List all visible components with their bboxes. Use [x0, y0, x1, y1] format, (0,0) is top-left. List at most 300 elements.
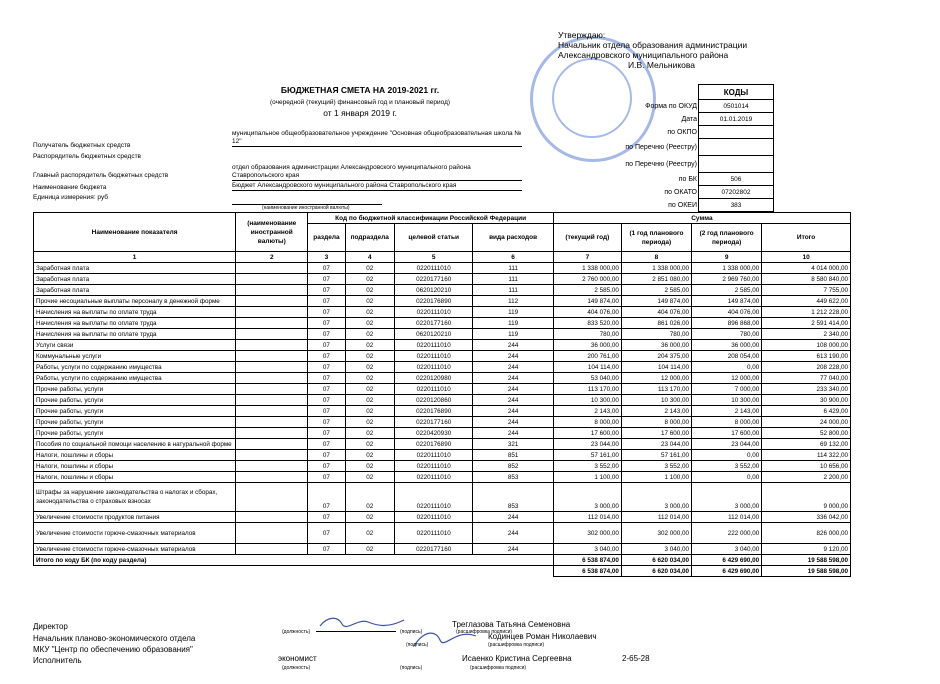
executor-name: Исаенко Кристина Сергеевна — [462, 654, 572, 663]
cell-foreign — [236, 296, 308, 307]
cell-name: Заработная плата — [34, 285, 236, 296]
codes-header: КОДЫ — [699, 85, 774, 100]
cell-total: 2 591 414,00 — [762, 318, 851, 329]
header-current-year: (текущий год) — [553, 224, 621, 252]
table-row — [34, 384, 851, 395]
table-row — [34, 263, 851, 274]
header-plan1: (1 год планового периода) — [621, 224, 691, 252]
cell-podrazdel: 02 — [345, 523, 395, 544]
cell-podrazdel: 02 — [345, 395, 395, 406]
cell-type: 244 — [473, 523, 553, 544]
cell-plan1: 10 300,00 — [621, 395, 691, 406]
cell-target: 0220177160 — [395, 274, 473, 285]
cell-plan2: 3 040,00 — [692, 544, 762, 555]
cell-total: 208 228,00 — [762, 362, 851, 373]
cell-name: Прочие работы, услуги — [34, 384, 236, 395]
cell-current: 10 300,00 — [553, 395, 621, 406]
table-row — [34, 523, 851, 544]
cell-type: 119 — [473, 307, 553, 318]
approval-signer: И.В. Мельникова — [628, 60, 696, 70]
approval-line1: Утверждаю: — [558, 30, 606, 40]
cell-name: Увеличение стоимости продуктов питания — [34, 512, 236, 523]
cell-plan2: 404 076,00 — [692, 307, 762, 318]
cell-target: 0220111010 — [395, 384, 473, 395]
cell-foreign — [236, 395, 308, 406]
cell-razdel: 07 — [308, 351, 345, 362]
total-row — [34, 566, 851, 577]
header-code: Код по бюджетной классификации Российской Федерации — [308, 213, 553, 224]
cell-type: 244 — [473, 351, 553, 362]
cell-name: Пособия по социальной помощи населению в натуральной форме — [34, 439, 236, 450]
cell-plan1: 861 026,00 — [621, 318, 691, 329]
econ-label-2: МКУ "Центр по обеспечению образования" — [33, 645, 193, 654]
cell-target: 0220111010 — [395, 472, 473, 483]
table-row — [34, 351, 851, 362]
column-number-7: 7 — [553, 252, 621, 263]
cell-plan1: 2 851 080,00 — [621, 274, 691, 285]
recipient-value: муниципальное общеобразовательное учреждение "Основная общеобразовательная школа № 12" — [232, 130, 522, 145]
cell-podrazdel: 02 — [345, 417, 395, 428]
code-label-okpo: по ОКПО — [667, 128, 697, 136]
cell-name: Прочие работы, услуги — [34, 428, 236, 439]
executor-label: Исполнитель — [33, 656, 82, 665]
cell-type: 111 — [473, 263, 553, 274]
cell-type: 112 — [473, 296, 553, 307]
cell-razdel: 07 — [308, 483, 345, 512]
cell-plan2: 3 552,00 — [692, 461, 762, 472]
cell-plan1: 57 161,00 — [621, 450, 691, 461]
cell-razdel: 07 — [308, 263, 345, 274]
director-note-signature: (подпись) — [400, 629, 423, 635]
table-row — [34, 461, 851, 472]
total-v4: 19 588 598,00 — [762, 566, 851, 577]
cell-target: 0220111010 — [395, 263, 473, 274]
column-number-3: 3 — [308, 252, 345, 263]
cell-podrazdel: 02 — [345, 428, 395, 439]
header-name: Наименование показателя — [34, 213, 236, 252]
cell-total: 10 656,00 — [762, 461, 851, 472]
cell-total: 52 800,00 — [762, 428, 851, 439]
cell-total: 826 000,00 — [762, 523, 851, 544]
column-number-row — [34, 252, 851, 263]
code-label-okato: по ОКАТО — [664, 188, 697, 196]
document-title — [240, 85, 480, 118]
cell-razdel: 07 — [308, 340, 345, 351]
cell-foreign — [236, 472, 308, 483]
director-note-decode: (расшифровка подписи) — [456, 629, 513, 635]
budget-label: Наименование бюджета — [33, 184, 107, 191]
cell-foreign — [236, 318, 308, 329]
cell-podrazdel: 02 — [345, 340, 395, 351]
header-target: целевой статьи — [395, 224, 473, 252]
code-label-reestr1: по Перечню (Реестру) — [625, 143, 697, 151]
column-number-5: 5 — [395, 252, 473, 263]
code-label-reestr2: по Перечню (Реестру) — [625, 160, 697, 168]
chief-value: отдел образования администрации Александровского муниципального района Ставропольского края — [232, 164, 522, 181]
code-label-okud: Форма по ОКУД — [645, 102, 697, 110]
budget-value: Бюджет Александровского муниципального района Ставропольского края — [232, 182, 522, 191]
cell-razdel: 07 — [308, 373, 345, 384]
column-number-4: 4 — [345, 252, 395, 263]
cell-razdel: 07 — [308, 285, 345, 296]
cell-total: 8 580 840,00 — [762, 274, 851, 285]
header-type: вида расходов — [473, 224, 553, 252]
cell-total: 24 000,00 — [762, 417, 851, 428]
cell-type: 244 — [473, 406, 553, 417]
cell-name: Прочие работы, услуги — [34, 417, 236, 428]
cell-name: Налоги, пошлины и сборы — [34, 461, 236, 472]
cell-podrazdel: 02 — [345, 439, 395, 450]
cell-current: 200 761,00 — [553, 351, 621, 362]
director-signature-icon — [318, 614, 408, 632]
cell-plan1: 302 000,00 — [621, 523, 691, 544]
cell-foreign — [236, 263, 308, 274]
cell-current: 17 600,00 — [553, 428, 621, 439]
table-row — [34, 428, 851, 439]
cell-total: 4 014 000,00 — [762, 263, 851, 274]
cell-plan1: 780,00 — [621, 329, 691, 340]
cell-plan2: 23 044,00 — [692, 439, 762, 450]
cell-type: 111 — [473, 274, 553, 285]
table-row — [34, 362, 851, 373]
cell-plan2: 0,00 — [692, 362, 762, 373]
cell-name: Прочие несоциальные выплаты персоналу в денежной форме — [34, 296, 236, 307]
subtotal-v4: 19 588 598,00 — [762, 555, 851, 566]
cell-podrazdel: 02 — [345, 296, 395, 307]
executor-phone: 2-65-28 — [622, 654, 650, 663]
cell-plan1: 23 044,00 — [621, 439, 691, 450]
subtotal-v1: 6 538 874,00 — [553, 555, 621, 566]
cell-type: 852 — [473, 461, 553, 472]
cell-razdel: 07 — [308, 307, 345, 318]
cell-plan2: 0,00 — [692, 450, 762, 461]
cell-current: 302 000,00 — [553, 523, 621, 544]
cell-plan2: 17 600,00 — [692, 428, 762, 439]
econ-label-1: Начальник планово-экономического отдела — [33, 634, 196, 643]
cell-total: 6 429,00 — [762, 406, 851, 417]
cell-foreign — [236, 406, 308, 417]
cell-razdel: 07 — [308, 439, 345, 450]
cell-foreign — [236, 417, 308, 428]
chief-label: Главный распорядитель бюджетных средств — [33, 172, 169, 179]
cell-foreign — [236, 373, 308, 384]
cell-type: 244 — [473, 428, 553, 439]
cell-total: 9 120,00 — [762, 544, 851, 555]
cell-podrazdel: 02 — [345, 450, 395, 461]
cell-total: 69 132,00 — [762, 439, 851, 450]
code-value-bk: 506 — [699, 173, 774, 186]
column-number-9: 9 — [692, 252, 762, 263]
table-row — [34, 439, 851, 450]
cell-current: 36 000,00 — [553, 340, 621, 351]
econ-name: Кодинцев Роман Николаевич — [488, 632, 597, 641]
cell-current: 1 100,00 — [553, 472, 621, 483]
cell-target: 0220111010 — [395, 523, 473, 544]
cell-type: 244 — [473, 373, 553, 384]
executor-position: экономист — [278, 654, 317, 663]
title-main: БЮДЖЕТНАЯ СМЕТА НА 2019-2021 гг. — [280, 85, 440, 95]
code-label-bk: по БК — [678, 175, 697, 183]
cell-podrazdel: 02 — [345, 544, 395, 555]
cell-current: 3 040,00 — [553, 544, 621, 555]
cell-plan2: 149 874,00 — [692, 296, 762, 307]
cell-total: 77 040,00 — [762, 373, 851, 384]
code-value-okud: 0501014 — [699, 100, 774, 113]
cell-type: 853 — [473, 472, 553, 483]
cell-current: 2 760 000,00 — [553, 274, 621, 285]
header-plan2: (2 год планового периода) — [692, 224, 762, 252]
table-row — [34, 395, 851, 406]
executor-note-position: (должность) — [282, 665, 311, 671]
cell-target: 0220111010 — [395, 461, 473, 472]
cell-foreign — [236, 450, 308, 461]
table-row — [34, 285, 851, 296]
cell-total: 1 212 228,00 — [762, 307, 851, 318]
cell-razdel: 07 — [308, 384, 345, 395]
column-number-2: 2 — [236, 252, 308, 263]
cell-current: 104 114,00 — [553, 362, 621, 373]
cell-total: 336 042,00 — [762, 512, 851, 523]
code-label-date: Дата — [681, 115, 697, 123]
cell-name: Начисления на выплаты по оплате труда — [34, 307, 236, 318]
cell-current: 3 000,00 — [553, 483, 621, 512]
cell-plan2: 10 300,00 — [692, 395, 762, 406]
cell-razdel: 07 — [308, 544, 345, 555]
cell-type: 119 — [473, 329, 553, 340]
cell-razdel: 07 — [308, 296, 345, 307]
cell-target: 0220177160 — [395, 544, 473, 555]
table-row — [34, 329, 851, 340]
cell-plan2: 1 338 000,00 — [692, 263, 762, 274]
cell-name: Заработная плата — [34, 274, 236, 285]
cell-plan1: 112 014,00 — [621, 512, 691, 523]
cell-razdel: 07 — [308, 274, 345, 285]
cell-total: 449 622,00 — [762, 296, 851, 307]
cell-name: Налоги, пошлины и сборы — [34, 472, 236, 483]
budget-table — [33, 212, 851, 577]
cell-total: 613 190,00 — [762, 351, 851, 362]
table-row — [34, 483, 851, 512]
cell-target: 0220177160 — [395, 417, 473, 428]
cell-foreign — [236, 483, 308, 512]
cell-podrazdel: 02 — [345, 274, 395, 285]
header-total: Итого — [762, 224, 851, 252]
cell-foreign — [236, 428, 308, 439]
cell-total: 30 900,00 — [762, 395, 851, 406]
header-podrazdel: подраздела — [345, 224, 395, 252]
cell-razdel: 07 — [308, 472, 345, 483]
cell-current: 23 044,00 — [553, 439, 621, 450]
header-foreign: (наименование иностранной валюты) — [236, 213, 308, 252]
director-note-position: (должность) — [282, 629, 311, 635]
cell-target: 0220111010 — [395, 483, 473, 512]
cell-foreign — [236, 362, 308, 373]
approval-line2: Начальник отдела образования администрации — [558, 40, 748, 50]
cell-target: 0220111010 — [395, 362, 473, 373]
cell-foreign — [236, 351, 308, 362]
cell-total: 108 000,00 — [762, 340, 851, 351]
cell-type: 853 — [473, 483, 553, 512]
subtotal-v2: 6 620 034,00 — [621, 555, 691, 566]
cell-current: 2 143,00 — [553, 406, 621, 417]
cell-foreign — [236, 461, 308, 472]
cell-type: 244 — [473, 512, 553, 523]
econ-note-signature: (подпись) — [406, 642, 429, 648]
cell-current: 404 076,00 — [553, 307, 621, 318]
title-sub: (очередной (текущий) финансовый год и плановый период) — [269, 99, 451, 106]
cell-target: 0620120210 — [395, 329, 473, 340]
table-row — [34, 307, 851, 318]
cell-plan2: 780,00 — [692, 329, 762, 340]
cell-target: 0220111010 — [395, 307, 473, 318]
cell-plan1: 3 552,00 — [621, 461, 691, 472]
cell-foreign — [236, 512, 308, 523]
recipient-label: Получатель бюджетных средств — [33, 142, 131, 149]
cell-plan1: 149 874,00 — [621, 296, 691, 307]
cell-plan2: 7 000,00 — [692, 384, 762, 395]
director-name: Треглазова Татьяна Семеновна — [452, 620, 571, 629]
total-v3: 6 429 690,00 — [692, 566, 762, 577]
column-number-10: 10 — [762, 252, 851, 263]
cell-current: 53 040,00 — [553, 373, 621, 384]
table-row — [34, 274, 851, 285]
cell-name: Услуги связи — [34, 340, 236, 351]
cell-current: 149 874,00 — [553, 296, 621, 307]
cell-plan1: 2 143,00 — [621, 406, 691, 417]
cell-target: 0620120210 — [395, 285, 473, 296]
cell-target: 0220420930 — [395, 428, 473, 439]
cell-type: 244 — [473, 384, 553, 395]
cell-razdel: 07 — [308, 450, 345, 461]
cell-podrazdel: 02 — [345, 362, 395, 373]
cell-plan2: 2 143,00 — [692, 406, 762, 417]
cell-podrazdel: 02 — [345, 373, 395, 384]
cell-podrazdel: 02 — [345, 263, 395, 274]
table-row — [34, 544, 851, 555]
cell-current: 113 170,00 — [553, 384, 621, 395]
currency-line — [232, 196, 382, 205]
cell-target: 0220120860 — [395, 395, 473, 406]
cell-target: 0220111010 — [395, 450, 473, 461]
cell-type: 111 — [473, 285, 553, 296]
cell-current: 8 000,00 — [553, 417, 621, 428]
header-sum: Сумма — [553, 213, 850, 224]
cell-name: Прочие работы, услуги — [34, 406, 236, 417]
total-v2: 6 620 034,00 — [621, 566, 691, 577]
cell-plan2: 8 000,00 — [692, 417, 762, 428]
code-value-reestr2 — [699, 156, 774, 173]
cell-plan2: 36 000,00 — [692, 340, 762, 351]
cell-target: 0220177160 — [395, 318, 473, 329]
cell-podrazdel: 02 — [345, 472, 395, 483]
cell-target: 0220111010 — [395, 340, 473, 351]
cell-plan1: 3 040,00 — [621, 544, 691, 555]
cell-plan1: 36 000,00 — [621, 340, 691, 351]
cell-plan1: 8 000,00 — [621, 417, 691, 428]
econ-note-decode: (расшифровка подписи) — [488, 642, 545, 648]
cell-plan2: 208 054,00 — [692, 351, 762, 362]
total-v1: 6 538 874,00 — [553, 566, 621, 577]
table-row — [34, 417, 851, 428]
cell-razdel: 07 — [308, 362, 345, 373]
cell-foreign — [236, 274, 308, 285]
cell-plan2: 3 000,00 — [692, 483, 762, 512]
cell-type: 244 — [473, 340, 553, 351]
codes-block — [596, 84, 774, 212]
title-date: от 1 января 2019 г. — [323, 108, 397, 118]
cell-plan2: 112 014,00 — [692, 512, 762, 523]
code-value-okpo — [699, 126, 774, 139]
cell-current: 2 585,00 — [553, 285, 621, 296]
cell-podrazdel: 02 — [345, 285, 395, 296]
cell-razdel: 07 — [308, 461, 345, 472]
cell-plan1: 12 000,00 — [621, 373, 691, 384]
cell-plan1: 104 114,00 — [621, 362, 691, 373]
cell-podrazdel: 02 — [345, 512, 395, 523]
cell-total: 114 322,00 — [762, 450, 851, 461]
unit-label: Единица измерения: руб — [33, 194, 108, 201]
cell-type: 321 — [473, 439, 553, 450]
column-number-8: 8 — [621, 252, 691, 263]
cell-target: 0220176890 — [395, 406, 473, 417]
cell-podrazdel: 02 — [345, 483, 395, 512]
cell-plan1: 3 000,00 — [621, 483, 691, 512]
code-value-date: 01.01.2019 — [699, 113, 774, 126]
approval-block — [558, 30, 747, 70]
cell-name: Налоги, пошлины и сборы — [34, 450, 236, 461]
table-row — [34, 472, 851, 483]
cell-foreign — [236, 340, 308, 351]
cell-plan2: 896 868,00 — [692, 318, 762, 329]
cell-podrazdel: 02 — [345, 351, 395, 362]
code-label-okei: по ОКЕИ — [668, 201, 697, 209]
cell-podrazdel: 02 — [345, 406, 395, 417]
approval-line3: Александровского муниципального района — [558, 50, 729, 60]
cell-razdel: 07 — [308, 428, 345, 439]
cell-foreign — [236, 384, 308, 395]
director-label: Директор — [33, 622, 68, 631]
cell-name: Коммунальные услуги — [34, 351, 236, 362]
table-row — [34, 373, 851, 384]
table-row — [34, 340, 851, 351]
cell-foreign — [236, 285, 308, 296]
cell-plan1: 1 100,00 — [621, 472, 691, 483]
cell-plan1: 113 170,00 — [621, 384, 691, 395]
cell-name: Работы, услуги по содержанию имущества — [34, 362, 236, 373]
cell-name: Работы, услуги по содержанию имущества — [34, 373, 236, 384]
table-row — [34, 450, 851, 461]
cell-type: 119 — [473, 318, 553, 329]
cell-current: 780,00 — [553, 329, 621, 340]
cell-current: 57 161,00 — [553, 450, 621, 461]
cell-name: Начисления на выплаты по оплате труда — [34, 318, 236, 329]
cell-plan1: 404 076,00 — [621, 307, 691, 318]
executor-note-signature: (подпись) — [400, 665, 423, 671]
cell-plan2: 2 969 760,00 — [692, 274, 762, 285]
subtotal-row — [34, 555, 851, 566]
header-razdel: раздела — [308, 224, 345, 252]
cell-current: 833 520,00 — [553, 318, 621, 329]
cell-total: 9 000,00 — [762, 483, 851, 512]
cell-plan2: 0,00 — [692, 472, 762, 483]
cell-current: 112 014,00 — [553, 512, 621, 523]
cell-name: Прочие работы, услуги — [34, 395, 236, 406]
manager-label: Распорядитель бюджетных средств — [33, 153, 141, 160]
column-number-6: 6 — [473, 252, 553, 263]
cell-target: 0220120980 — [395, 373, 473, 384]
cell-razdel: 07 — [308, 395, 345, 406]
cell-foreign — [236, 307, 308, 318]
